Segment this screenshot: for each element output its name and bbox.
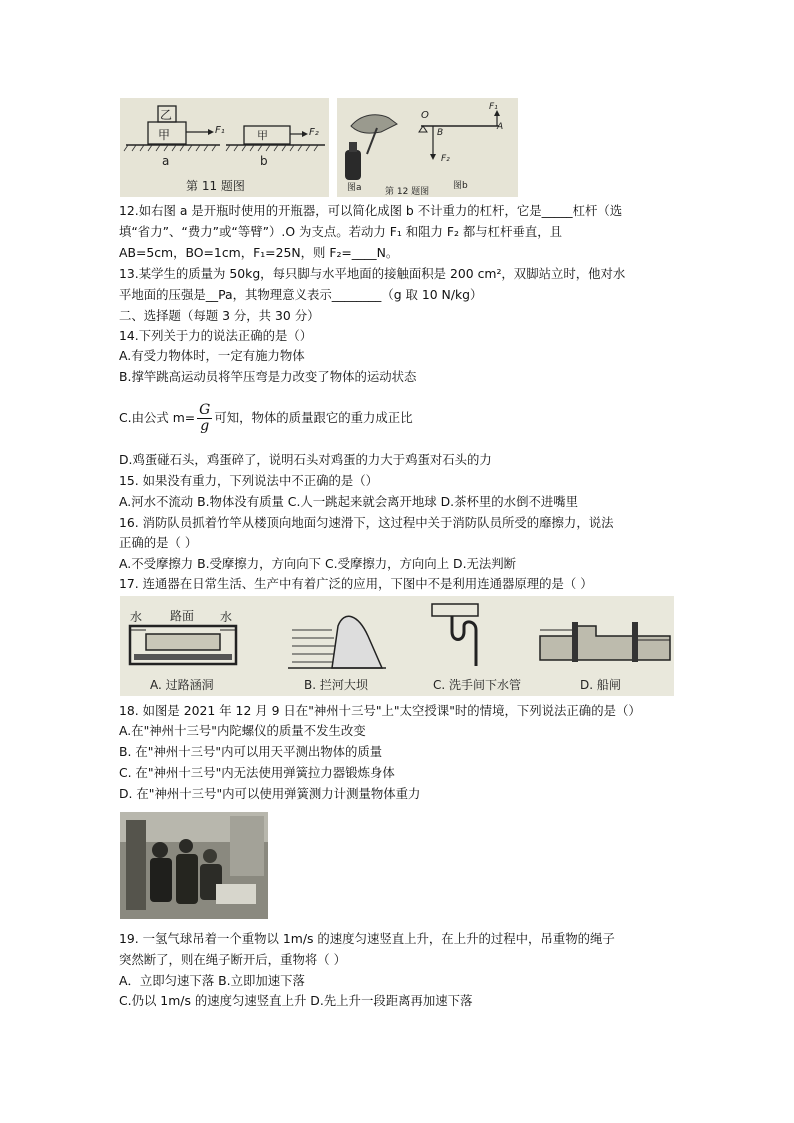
q14-option-c — [119, 398, 413, 438]
road-label: 路面 — [170, 609, 195, 623]
option-d-caption: D. 船闸 — [580, 678, 621, 692]
q16-line-2: 正确的是（ ） — [119, 535, 198, 550]
q19-options-ab: A．立即匀速下落 B.立即加速下落 — [119, 973, 305, 988]
q13-line-2: 平地面的压强是__Pa，其物理意义表示________（g 取 10 N/kg） — [119, 287, 483, 302]
figure-11-caption: 第 11 题图 — [186, 179, 245, 193]
q18-option-a: A.在"神州十三号"内陀螺仪的质量不发生改变 — [119, 723, 366, 738]
dam-drawing — [288, 616, 386, 668]
point-o-label: O — [421, 110, 429, 121]
option-b-caption: B. 拦河大坝 — [304, 678, 368, 692]
box-yi-label: 乙 — [160, 108, 173, 122]
photo-drawing — [120, 812, 268, 919]
point-b-label: B — [437, 128, 444, 138]
q14-stem: 14.下列关于力的说法正确的是（） — [119, 328, 313, 343]
space-class-photo — [120, 812, 268, 919]
water-right-label: 水 — [220, 610, 233, 624]
ship-lock-drawing — [540, 622, 670, 662]
option-a-caption: A. 过路涵洞 — [150, 678, 214, 692]
point-a-label: A — [497, 122, 504, 132]
section-heading: 二、选择题（每题 3 分，共 30 分） — [119, 308, 320, 323]
q19-line-1: 19. 一氢气球吊着一个重物以 1m/s 的速度匀速竖直上升，在上升的过程中，吊重物的绳子 — [119, 931, 615, 946]
force-f2-label: F₂ — [309, 127, 319, 138]
force-f1-label: F₁ — [215, 125, 225, 136]
q18-option-b: B. 在"神州十三号"内可以用天平测出物体的质量 — [119, 744, 383, 759]
fraction-denominator: g — [200, 418, 210, 434]
force-f1-label: F₁ — [489, 102, 498, 112]
sub-label-a: a — [162, 154, 170, 168]
q14-option-d: D.鸡蛋碰石头，鸡蛋碎了，说明石头对鸡蛋的力大于鸡蛋对石头的力 — [119, 452, 492, 467]
water-left-label: 水 — [130, 610, 143, 624]
q18-option-c: C. 在"神州十三号"内无法使用弹簧拉力器锻炼身体 — [119, 765, 395, 780]
box-jia-b-label: 甲 — [257, 129, 268, 142]
q15-options: A.河水不流动 B.物体没有质量 C.人一跳起来就会离开地球 D.茶杯里的水倒不进嘴里 — [119, 494, 579, 509]
box-jia-a-label: 甲 — [158, 128, 171, 142]
q12-line-1: 12.如右图 a 是开瓶时使用的开瓶器，可以简化成图 b 不计重力的杠杆，它是_____杠杆（选 — [119, 203, 623, 218]
q17-stem: 17. 连通器在日常生活、生产中有着广泛的应用，下图中不是利用连通器原理的是（ ） — [119, 576, 593, 591]
q15-stem: 15. 如果没有重力，下列说法中不正确的是（） — [119, 473, 379, 488]
figure-17 — [120, 596, 674, 696]
fraction-numerator: G — [199, 402, 211, 418]
sub-label-tua: 图a — [347, 183, 362, 193]
q13-line-1: 13.某学生的质量为 50kg，每只脚与水平地面的接触面积是 200 cm²，双脚站立时，他对水 — [119, 266, 626, 281]
q12-line-3: AB=5cm，BO=1cm，F₁=25N，则 F₂=____N。 — [119, 245, 399, 260]
q16-line-1: 16. 消防队员抓着竹竿从楼顶向地面匀速滑下，这过程中关于消防队员所受的靡擦力，说法 — [119, 515, 614, 530]
q16-options: A.不受摩擦力 B.受摩擦力，方向向下 C.受摩擦力，方向向上 D.无法判断 — [119, 556, 517, 571]
figure-12 — [337, 98, 518, 197]
q14-option-b: B.撑竿跳高运动员将竿压弯是力改变了物体的运动状态 — [119, 369, 417, 384]
force-f2-label: F₂ — [441, 154, 450, 164]
figure-12-caption: 第 12 题图 — [385, 187, 430, 197]
q14-option-a: A.有受力物体时，一定有施力物体 — [119, 348, 305, 363]
q14c-prefix: C.由公式 m= — [119, 410, 196, 425]
sub-label-tub: 图b — [453, 181, 468, 191]
sub-label-b: b — [260, 154, 268, 168]
q19-options-cd: C.仍以 1m/s 的速度匀速竖直上升 D.先上升一段距离再加速下落 — [119, 993, 473, 1008]
q12-line-2: 填“省力”、“费力”或“等臂”）.O 为支点。若动力 F₁ 和阻力 F₂ 都与杠杆垂直，且 — [119, 224, 563, 239]
q18-option-d: D. 在"神州十三号"内可以使用弹簧测力计测量物体重力 — [119, 786, 421, 801]
q19-line-2: 突然断了，则在绳子断开后，重物将（ ） — [119, 952, 346, 967]
sink-drawing — [432, 604, 478, 666]
option-c-caption: C. 洗手间下水管 — [433, 678, 522, 692]
figure-11 — [120, 98, 329, 197]
q14c-suffix: 可知，物体的质量跟它的重力成正比 — [214, 410, 413, 425]
culvert-drawing — [130, 626, 236, 664]
formula-fraction — [197, 403, 212, 434]
q18-stem: 18. 如图是 2021 年 12 月 9 日在"神州十三号"上"太空授课"时的情境，下列说法正确的是（） — [119, 703, 641, 718]
